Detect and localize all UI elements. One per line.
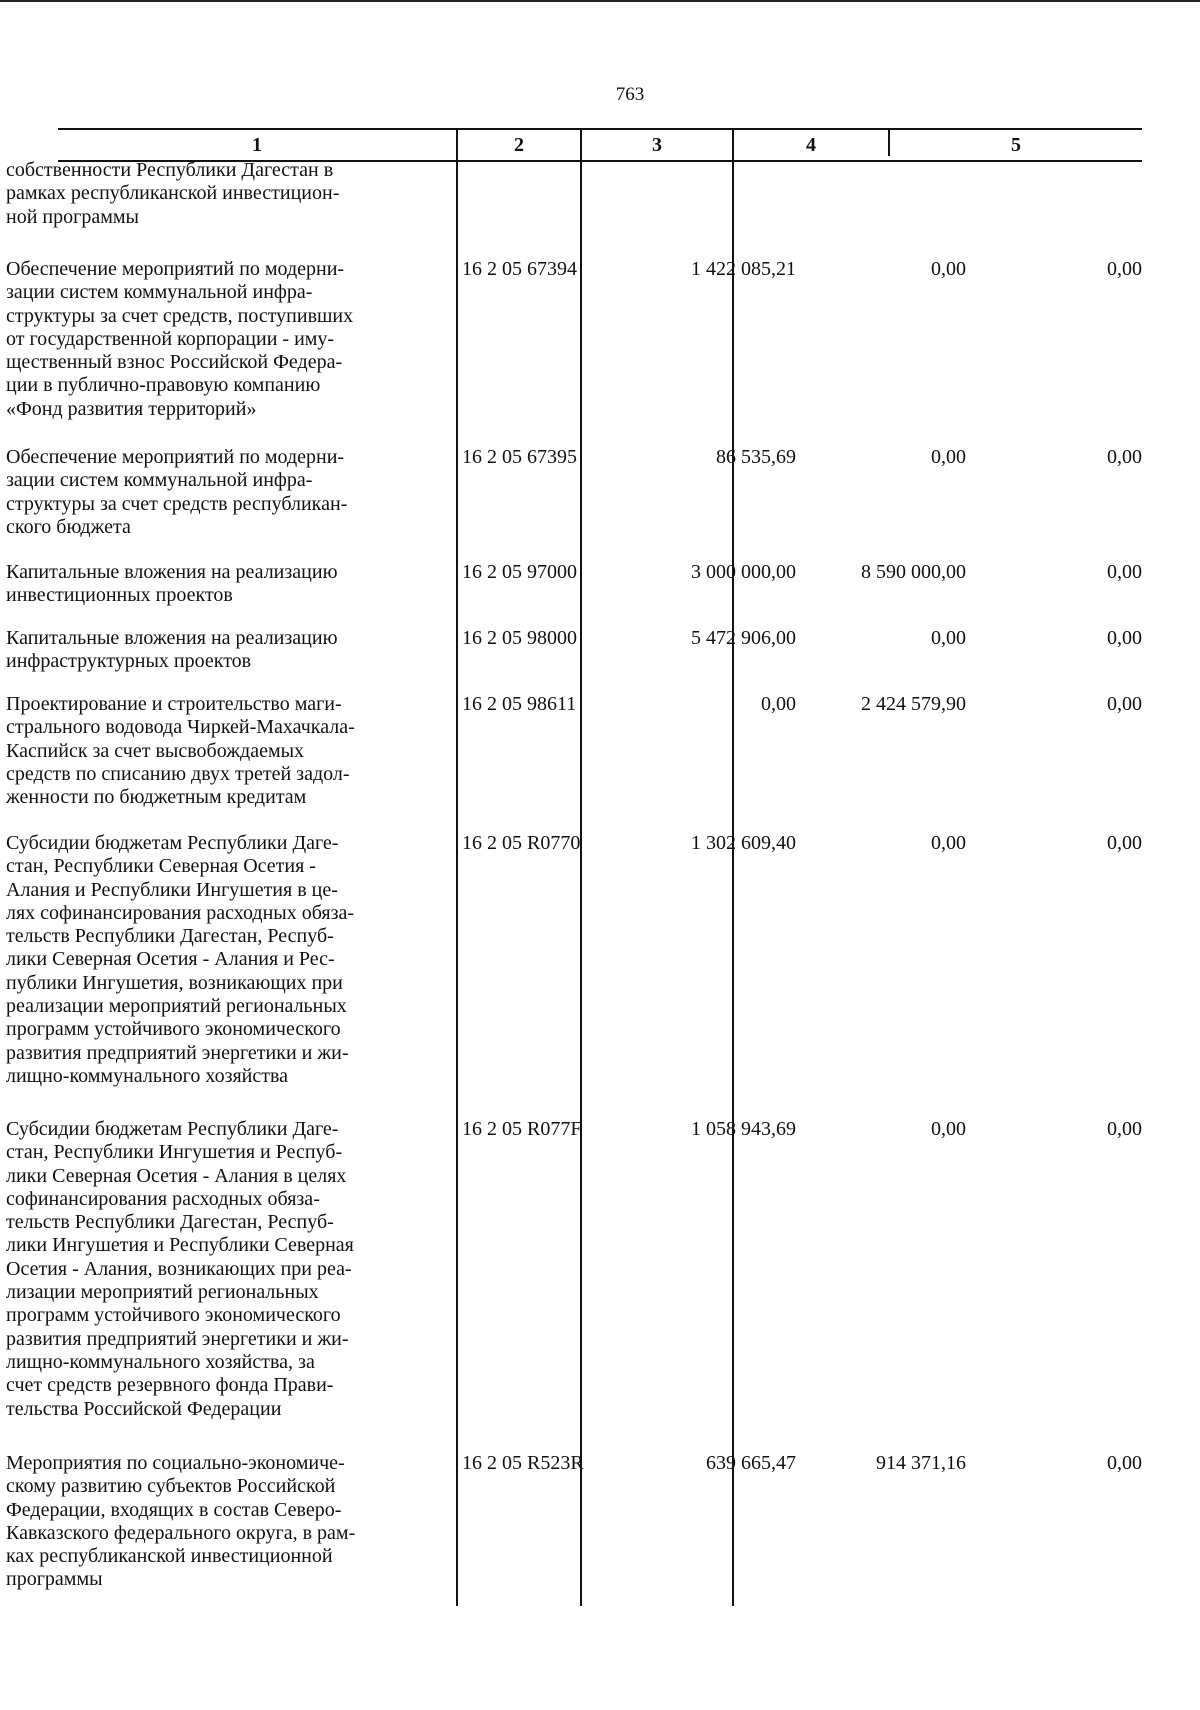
row-value-col3: 1 422 085,21	[691, 258, 796, 280]
row-value-col3: 0,00	[761, 693, 796, 715]
row-description: Субсидии бюджетам Республики Даге- стан, Республики Ингушетия и Респуб- лики Северная Осетия - Алания в целях софинансирования расходных обяза- тельств Республики Дагестан, Респуб- лики Ингушетия и Республики Северная Осетия - Алания, возникающих при реа- лизации мероприятий региональных программ устойчивого экономического развития предприятий энергетики и жи- лищно-коммунального хозяйства, за счет средств резервного фонда Прави- тельства Российской Федерации	[6, 1118, 354, 1420]
row-value-col5: 0,00	[1107, 693, 1142, 715]
row-description: собственности Республики Дагестан в рамках республиканской инвестицион- ной программы	[6, 159, 340, 228]
column-header-5: 5	[1011, 134, 1021, 156]
row-code: 16 2 05 R523R	[462, 1452, 584, 1474]
row-value-col5: 0,00	[1107, 561, 1142, 583]
row-value-col3: 5 472 906,00	[691, 627, 796, 649]
column-header-2: 2	[514, 134, 524, 156]
row-value-col3: 3 000 000,00	[691, 561, 796, 583]
row-code: 16 2 05 97000	[462, 561, 577, 583]
row-value-col3: 639 665,47	[706, 1452, 796, 1474]
row-value-col4: 0,00	[931, 627, 966, 649]
row-description: Капитальные вложения на реализацию инфраструктурных проектов	[6, 627, 338, 673]
row-code: 16 2 05 67395	[462, 446, 577, 468]
row-description: Обеспечение мероприятий по модерни- зации систем коммунальной инфра- структуры за счет средств, поступивших от государственной корпорации - иму- щественный взнос Российской Федера- ции в публично-правовую компанию «Фонд развития территорий»	[6, 258, 354, 420]
row-value-col4: 0,00	[931, 832, 966, 854]
row-value-col5: 0,00	[1107, 832, 1142, 854]
column-divider-3	[732, 128, 734, 1606]
column-header-3: 3	[652, 134, 662, 156]
row-value-col3: 1 302 609,40	[691, 832, 796, 854]
row-value-col5: 0,00	[1107, 1118, 1142, 1140]
row-description: Капитальные вложения на реализацию инвестиционных проектов	[6, 561, 338, 607]
column-divider-1	[456, 128, 458, 1606]
column-header-1: 1	[252, 134, 262, 156]
column-divider-2	[580, 128, 582, 1606]
row-description: Обеспечение мероприятий по модерни- зации систем коммунальной инфра- структуры за счет средств республикан- ского бюджета	[6, 446, 348, 538]
column-header-4: 4	[806, 134, 816, 156]
row-value-col4: 8 590 000,00	[861, 561, 966, 583]
row-code: 16 2 05 98000	[462, 627, 577, 649]
row-code: 16 2 05 67394	[462, 258, 577, 280]
row-value-col4: 0,00	[931, 258, 966, 280]
row-value-col3: 1 058 943,69	[691, 1118, 796, 1140]
row-value-col5: 0,00	[1107, 1452, 1142, 1474]
row-value-col5: 0,00	[1107, 446, 1142, 468]
row-value-col4: 0,00	[931, 1118, 966, 1140]
row-description: Мероприятия по социально-экономиче- скому развитию субъектов Российской Федерации, входящих в состав Северо- Кавказского федерального округа, в рам- ках республиканской инвестиционной программы	[6, 1452, 356, 1591]
row-value-col4: 914 371,16	[876, 1452, 966, 1474]
page-number: 763	[615, 84, 645, 105]
row-value-col5: 0,00	[1107, 258, 1142, 280]
row-code: 16 2 05 R0770	[462, 832, 581, 854]
row-code: 16 2 05 98611	[462, 693, 577, 715]
top-border-line	[0, 0, 1200, 2]
row-value-col4: 0,00	[931, 446, 966, 468]
row-description: Проектирование и строительство маги- стрального водовода Чиркей-Махачкала- Каспийск за счет высвобождаемых средств по списанию двух третей задол- женности по бюджетным кредитам	[6, 693, 355, 809]
row-value-col3: 86 535,69	[716, 446, 796, 468]
row-code: 16 2 05 R077F	[462, 1118, 582, 1140]
row-value-col4: 2 424 579,90	[861, 693, 966, 715]
table-top-rule	[58, 128, 1142, 130]
row-value-col5: 0,00	[1107, 627, 1142, 649]
row-description: Субсидии бюджетам Республики Даге- стан, Республики Северная Осетия - Алания и Республики Ингушетия в це- лях софинансирования расходных обяза- тельств Республики Дагестан, Респуб- лики Северная Осетия - Алания и Рес- публики Ингушетия, возникающих при реализации мероприятий региональных программ устойчивого экономического развития предприятий энергетики и жи- лищно-коммунального хозяйства	[6, 832, 355, 1087]
